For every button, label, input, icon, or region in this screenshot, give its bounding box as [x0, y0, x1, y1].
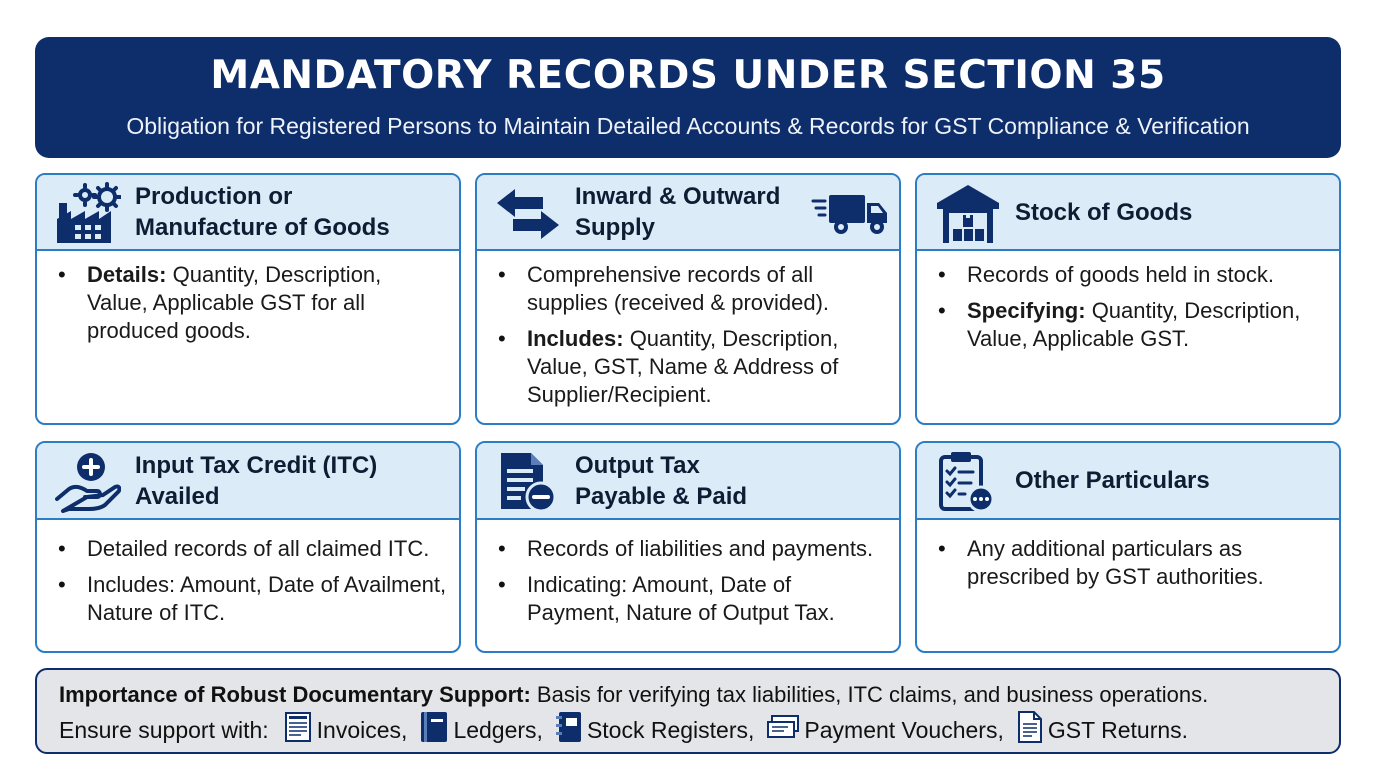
bullet-item [935, 535, 1327, 591]
bullet-text: Comprehensive records of all supplies (received & provided). [527, 262, 830, 315]
bullet-text: Records of goods held in stock. [967, 262, 1274, 287]
invoice-icon [283, 711, 317, 749]
card-header [917, 175, 1339, 251]
bullet-item [55, 261, 447, 345]
ensure-support-line [59, 714, 1188, 746]
card-header [477, 175, 899, 251]
doc-stock-registers [555, 710, 754, 750]
bullet-bold: Specifying: [967, 298, 1086, 323]
delivery-truck-icon [811, 189, 891, 244]
bullet-item [495, 571, 887, 627]
stock-register-icon [555, 710, 587, 750]
doc-invoices [283, 711, 408, 749]
card-header [37, 443, 459, 520]
card-title: Inward & Outward Supply [575, 183, 781, 241]
card-stock-of-goods [915, 173, 1341, 425]
doc-gst-returns [1016, 710, 1188, 750]
card-body [55, 535, 447, 635]
card-header [917, 443, 1339, 520]
card-body [935, 535, 1327, 599]
card-title: Input Tax Credit (ITC) Availed [135, 451, 378, 510]
card-body [935, 261, 1327, 361]
doc-label: Stock Registers, [586, 716, 755, 743]
bullet-text: Detailed records of all claimed ITC. [87, 536, 430, 561]
card-input-tax-credit [35, 441, 461, 653]
doc-label: Payment Vouchers, [804, 716, 1004, 743]
doc-label: GST Returns. [1047, 716, 1189, 743]
bullet-text: Quantity, Description, Value, Applicable GST. [967, 298, 1301, 351]
bullet-item [55, 571, 447, 627]
bullet-text: Quantity, Description, Value, GST, Name & Address of Supplier/Recipient. [527, 326, 839, 407]
card-other-particulars [915, 441, 1341, 653]
page-subtitle: Obligation for Registered Persons to Maintain Detailed Accounts & Records for GST Compliance & Verification [126, 113, 1250, 139]
header-banner [35, 37, 1341, 158]
doc-label: Ledgers, [453, 716, 543, 743]
bullet-item [55, 535, 447, 563]
importance-line [59, 682, 1208, 708]
card-title: Production or Manufacture of Goods [135, 183, 390, 241]
payment-voucher-icon [766, 714, 804, 746]
bullet-bold: Details: [87, 262, 167, 287]
bullet-item [935, 261, 1327, 289]
hand-plus-icon [55, 449, 121, 513]
bullet-item [935, 297, 1327, 353]
card-header [477, 443, 899, 520]
bullet-item [495, 535, 887, 563]
ensure-label: Ensure support with: [59, 716, 269, 743]
card-body [55, 261, 447, 353]
card-body [495, 261, 887, 417]
bullet-text: Indicating: Amount, Date of Payment, Nature of Output Tax. [527, 572, 835, 625]
card-output-tax [475, 441, 901, 653]
bullet-item [495, 325, 887, 409]
card-body [495, 535, 887, 635]
card-title: Other Particulars [1015, 467, 1210, 494]
doc-label: Invoices, [316, 716, 408, 743]
clipboard-checklist-icon [935, 449, 1001, 513]
ledger-book-icon [419, 710, 453, 750]
bullet-text: Any additional particulars as prescribed by GST authorities. [967, 536, 1264, 589]
bullet-bold: Includes: [527, 326, 624, 351]
doc-ledgers [419, 710, 543, 750]
card-title: Output Tax Payable & Paid [575, 451, 748, 510]
bullet-text: Includes: Amount, Date of Availment, Nature of ITC. [87, 572, 447, 625]
importance-label: Importance of Robust Documentary Support: [59, 682, 531, 707]
arrows-truck-icon [495, 181, 561, 245]
bullet-text: Records of liabilities and payments. [527, 536, 874, 561]
document-minus-icon [495, 449, 561, 513]
factory-gears-icon [55, 181, 121, 245]
card-inward-outward [475, 173, 901, 425]
documentary-support-footer [35, 668, 1341, 754]
doc-payment-vouchers [766, 714, 1003, 746]
warehouse-icon [935, 181, 1001, 245]
card-title: Stock of Goods [1015, 198, 1193, 226]
gst-return-icon [1016, 710, 1048, 750]
page-title: MANDATORY RECORDS UNDER SECTION 35 [210, 53, 1166, 98]
bullet-item [495, 261, 887, 317]
importance-text: Basis for verifying tax liabilities, ITC claims, and business operations. [530, 682, 1209, 707]
bullet-text: Quantity, Description, Value, Applicable GST for all produced goods. [87, 262, 382, 343]
card-production [35, 173, 461, 425]
card-header [37, 175, 459, 251]
